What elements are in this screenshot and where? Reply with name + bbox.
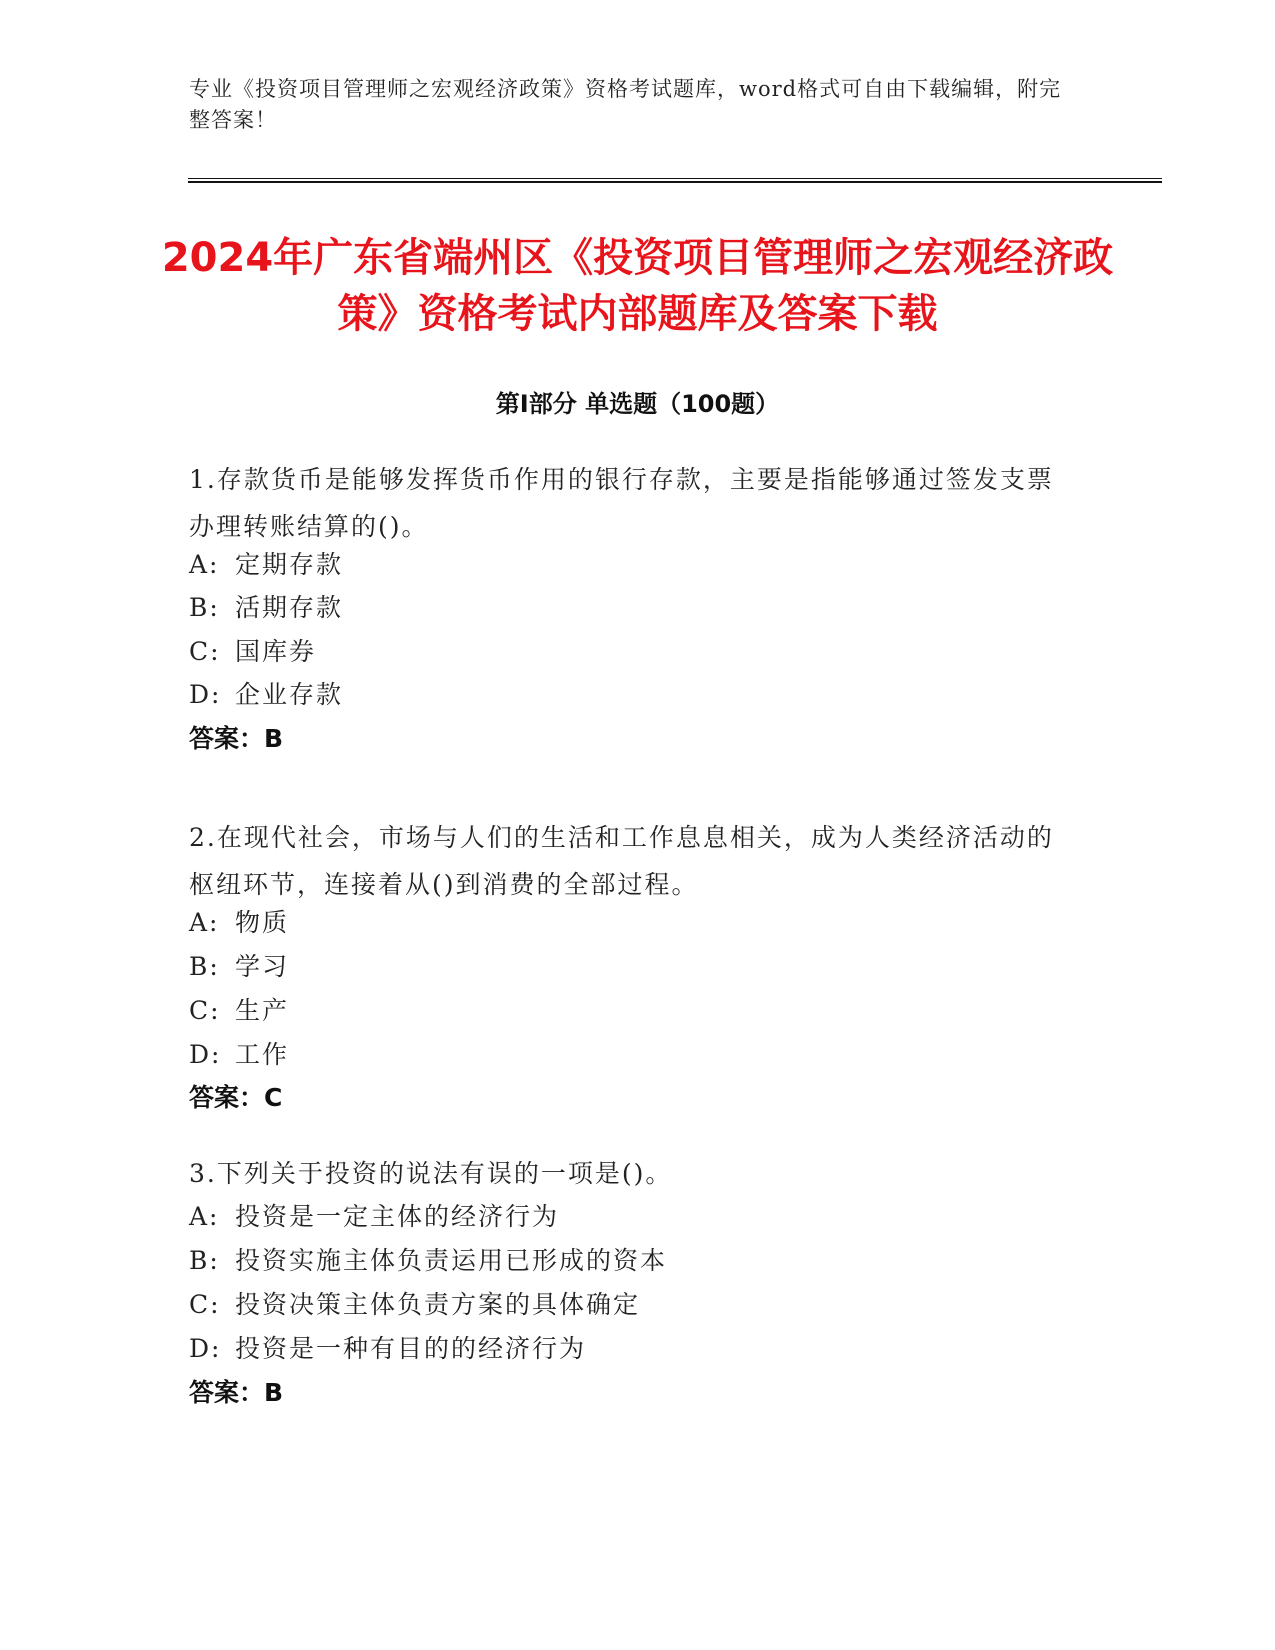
header-divider-thin <box>188 178 1162 179</box>
question-option <box>189 951 1069 983</box>
option-letter: D: <box>189 1040 222 1069</box>
question-answer: 答案：C <box>189 1083 283 1112</box>
option-letter: C: <box>189 637 221 666</box>
option-text: 投资是一定主体的经济行为 <box>235 1202 560 1231</box>
question-option <box>189 1201 1069 1233</box>
option-letter: C: <box>189 996 221 1025</box>
option-text: 学习 <box>235 952 290 981</box>
question-option <box>189 907 1069 939</box>
option-letter: C: <box>189 1290 221 1319</box>
option-text: 定期存款 <box>235 550 344 579</box>
document-title: 2024年广东省端州区《投资项目管理师之宏观经济政策》资格考试内部题库及答案下载 <box>161 235 1114 337</box>
question-answer: 答案：B <box>189 724 284 753</box>
question-option <box>189 995 1069 1027</box>
question-option <box>189 1039 1069 1071</box>
option-letter: D: <box>189 1334 222 1363</box>
question-option <box>189 679 1069 711</box>
question-option <box>189 592 1069 624</box>
option-letter: A: <box>189 550 220 579</box>
option-text: 企业存款 <box>235 680 344 709</box>
option-letter: B: <box>189 593 220 622</box>
header-note: 专业《投资项目管理师之宏观经济政策》资格考试题库，word格式可自由下载编辑，附完整答案！ <box>189 77 1062 132</box>
option-letter: A: <box>189 908 220 937</box>
question-option <box>189 636 1069 668</box>
question-option <box>189 1289 1069 1321</box>
question-option <box>189 1333 1069 1365</box>
question-stem: 3.下列关于投资的说法有误的一项是()。 <box>189 1159 673 1188</box>
option-text: 投资是一种有目的的经济行为 <box>235 1334 587 1363</box>
option-text: 投资实施主体负责运用已形成的资本 <box>235 1246 668 1275</box>
option-text: 投资决策主体负责方案的具体确定 <box>235 1290 641 1319</box>
option-letter: B: <box>189 952 220 981</box>
option-text: 活期存款 <box>235 593 344 622</box>
option-letter: B: <box>189 1246 220 1275</box>
question-stem: 1.存款货币是能够发挥货币作用的银行存款，主要是指能够通过签发支票办理转账结算的()。 <box>189 465 1054 541</box>
question-stem: 2.在现代社会，市场与人们的生活和工作息息相关，成为人类经济活动的枢纽环节，连接着从()到消费的全部过程。 <box>189 823 1054 899</box>
option-text: 国库券 <box>235 637 317 666</box>
option-letter: A: <box>189 1202 220 1231</box>
question-option <box>189 549 1069 581</box>
header-divider-thick <box>188 181 1162 183</box>
option-text: 生产 <box>235 996 290 1025</box>
option-text: 物质 <box>235 908 290 937</box>
question-option <box>189 1245 1069 1277</box>
option-text: 工作 <box>235 1040 290 1069</box>
section-title: 第Ⅰ部分 单选题（100题） <box>495 390 780 418</box>
option-letter: D: <box>189 680 222 709</box>
question-answer: 答案：B <box>189 1378 284 1407</box>
